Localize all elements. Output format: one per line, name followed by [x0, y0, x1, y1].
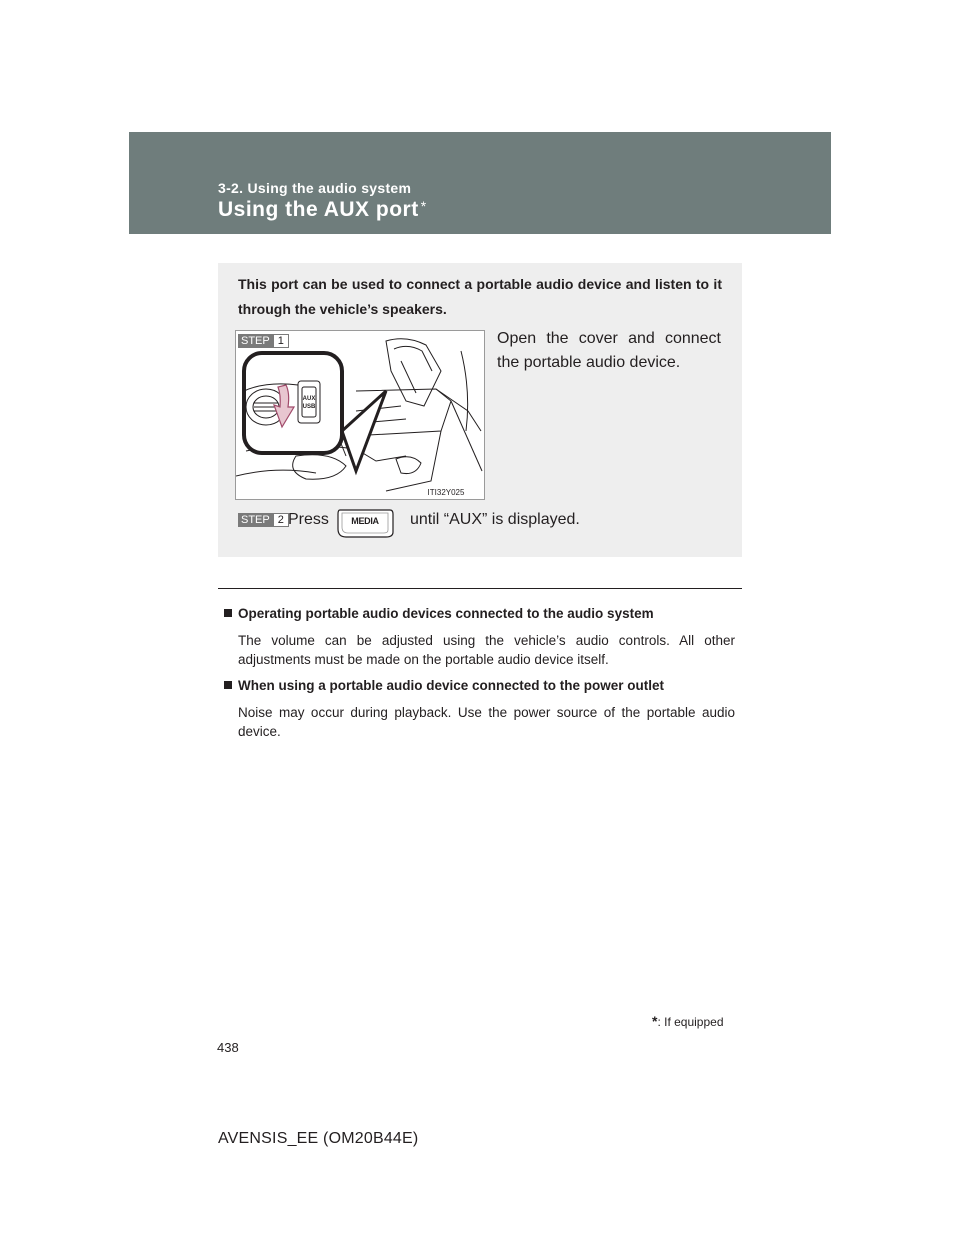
page-title [218, 198, 427, 222]
port-label-usb: USB [302, 404, 316, 410]
media-button-icon [336, 508, 394, 538]
footnote-asterisk: * [652, 1013, 658, 1029]
step-2-number: 2 [273, 513, 289, 527]
intro-text: This port can be used to connect a portable audio device and listen to it through the vehicle’s speakers. [238, 276, 722, 317]
aux-port-illustration [235, 330, 485, 500]
step-2-until-text: until “AUX” is displayed. [410, 511, 580, 528]
media-button-label: MEDIA [351, 516, 379, 526]
step-2-word: STEP [238, 513, 273, 527]
figure-code: ITI32Y025 [427, 488, 465, 497]
note-1-heading-text: Operating portable audio devices connected to the audio system [238, 606, 654, 621]
step-1-number: 1 [273, 334, 289, 348]
step-1-word: STEP [238, 334, 273, 348]
square-bullet-icon [224, 609, 232, 617]
step-2-press-text: Press [288, 511, 329, 528]
footnote-text: : If equipped [657, 1015, 724, 1029]
step-1-text: Open the cover and connect the portable audio device. [497, 330, 721, 371]
note-2-heading [224, 678, 664, 693]
page-number: 438 [217, 1040, 239, 1055]
step-1-tag [238, 334, 289, 348]
note-2-body: Noise may occur during playback. Use the power source of the portable audio device. [238, 705, 735, 739]
step-2-tag [238, 513, 289, 527]
note-1-heading [224, 606, 654, 621]
equipment-asterisk: * [420, 198, 427, 214]
footnote [652, 1013, 724, 1029]
section-divider [218, 588, 742, 589]
note-1-body: The volume can be adjusted using the vehicle’s audio controls. All other adjustments must be made on the portable audio device itself. [238, 633, 735, 667]
port-label-aux: AUX [302, 396, 316, 402]
document-code: AVENSIS_EE (OM20B44E) [218, 1130, 419, 1147]
page-title-text: Using the AUX port [218, 198, 419, 221]
section-label: 3-2. Using the audio system [218, 180, 412, 196]
console-drawing [236, 331, 484, 499]
square-bullet-icon [224, 681, 232, 689]
note-2-heading-text: When using a portable audio device connected to the power outlet [238, 678, 665, 693]
